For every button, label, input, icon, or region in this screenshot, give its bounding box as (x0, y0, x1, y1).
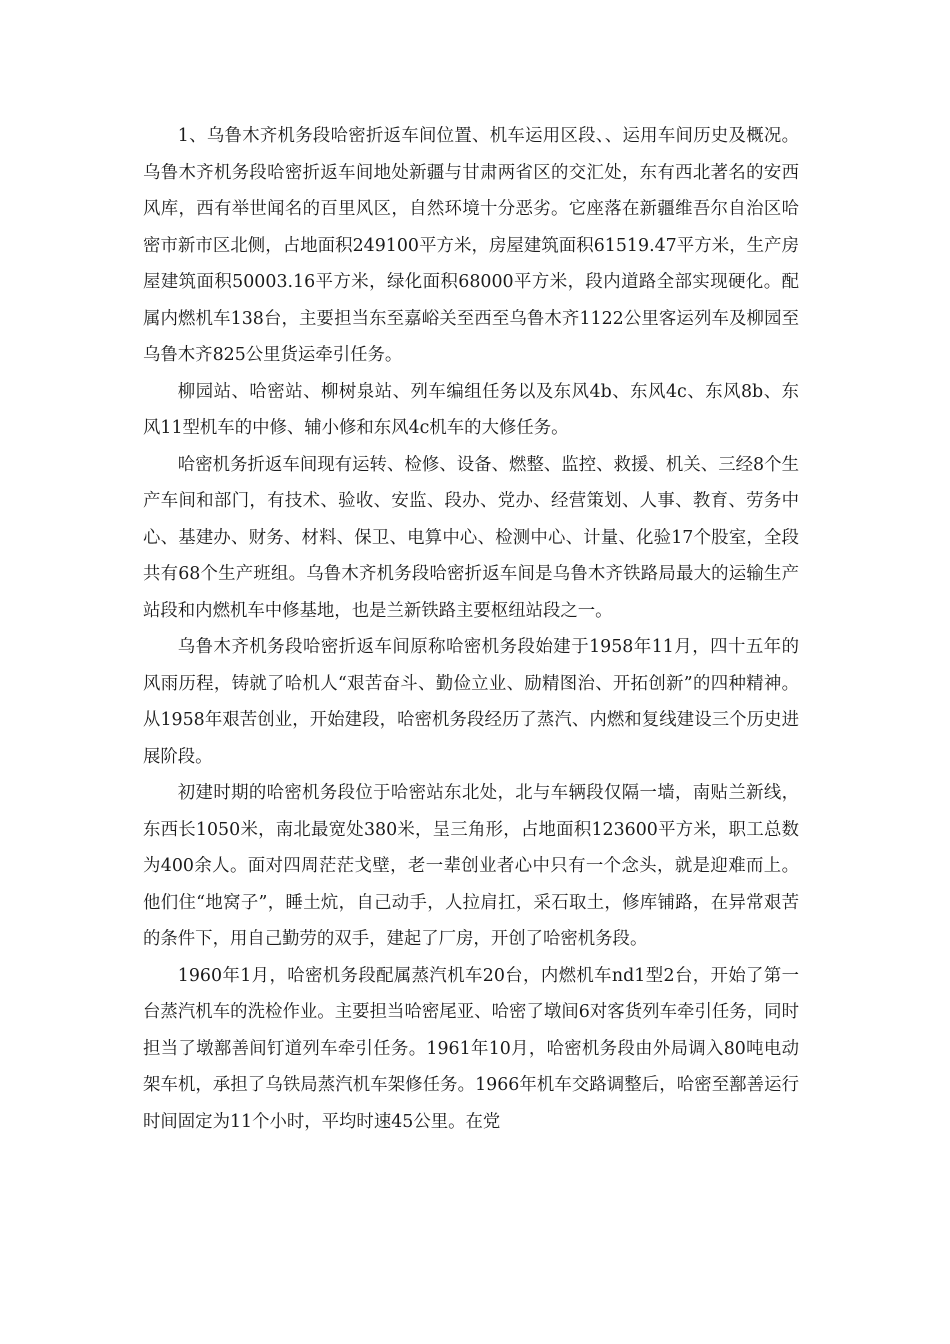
paragraph-6: 1960年1月，哈密机务段配属蒸汽机车20台，内燃机车nd1型2台，开始了第一台蒸汽机车的洗检作业。主要担当哈密尾亚、哈密了墩间6对客货列车牵引任务，同时担当了墩鄯善间钉道列车牵引任务。1961年10月，哈密机务段由外局调入80吨电动架车机，承担了乌铁局蒸汽机车架修任务。1966年机车交路调整后，哈密至鄯善运行时间固定为11个小时，平均时速45公里。在党 (143, 965, 799, 1132)
paragraph-5: 初建时期的哈密机务段位于哈密站东北处，北与车辆段仅隔一墙，南贴兰新线，东西长1050米，南北最宽处380米，呈三角形，占地面积123600平方米，职工总数为400余人。面对四周茫茫戈壁，老一辈创业者心中只有一个念头，就是迎难而上。他们住“地窝子”，睡土炕，自己动手，人拉肩扛，采石取土，修库铺路，在异常艰苦的条件下，用自己勤劳的双手，建起了厂房，开创了哈密机务段。 (143, 783, 799, 949)
paragraph-4: 乌鲁木齐机务段哈密折返车间原称哈密机务段始建于1958年11月，四十五年的风雨历程，铸就了哈机人“艰苦奋斗、勤俭立业、励精图治、开拓创新”的四种精神。从1958年艰苦创业，开始建段，哈密机务段经历了蒸汽、内燃和复线建设三个历史进展阶段。 (143, 637, 799, 767)
document-body (143, 118, 799, 1140)
paragraph-1: 1、乌鲁木齐机务段哈密折返车间位置、机车运用区段、、运用车间历史及概况。乌鲁木齐机务段哈密折返车间地处新疆与甘肃两省区的交汇处，东有西北著名的安西风库，西有举世闻名的百里风区，自然环境十分恶劣。它座落在新疆维吾尔自治区哈密市新市区北侧，占地面积249100平方米，房屋建筑面积61519.47平方米，生产房屋建筑面积50003.16平方米，绿化面积68000平方米，段内道路全部实现硬化。配属内燃机车138台，主要担当东至嘉峪关至西至乌鲁木齐1122公里客运列车及柳园至乌鲁木齐825公里货运牵引任务。 (143, 126, 799, 365)
paragraph-3: 哈密机务折返车间现有运转、检修、设备、燃整、监控、救援、机关、三经8个生产车间和部门，有技术、验收、安监、段办、党办、经营策划、人事、教育、劳务中心、基建办、财务、材料、保卫、电算中心、检测中心、计量、化验17个股室，全段共有68个生产班组。乌鲁木齐机务段哈密折返车间是乌鲁木齐铁路局最大的运输生产站段和内燃机车中修基地，也是兰新铁路主要枢纽站段之一。 (143, 454, 799, 621)
paragraph-2: 柳园站、哈密站、柳树泉站、列车编组任务以及东风4b、东风4c、东风8b、东风11型机车的中修、辅小修和东风4c机车的大修任务。 (143, 381, 799, 438)
